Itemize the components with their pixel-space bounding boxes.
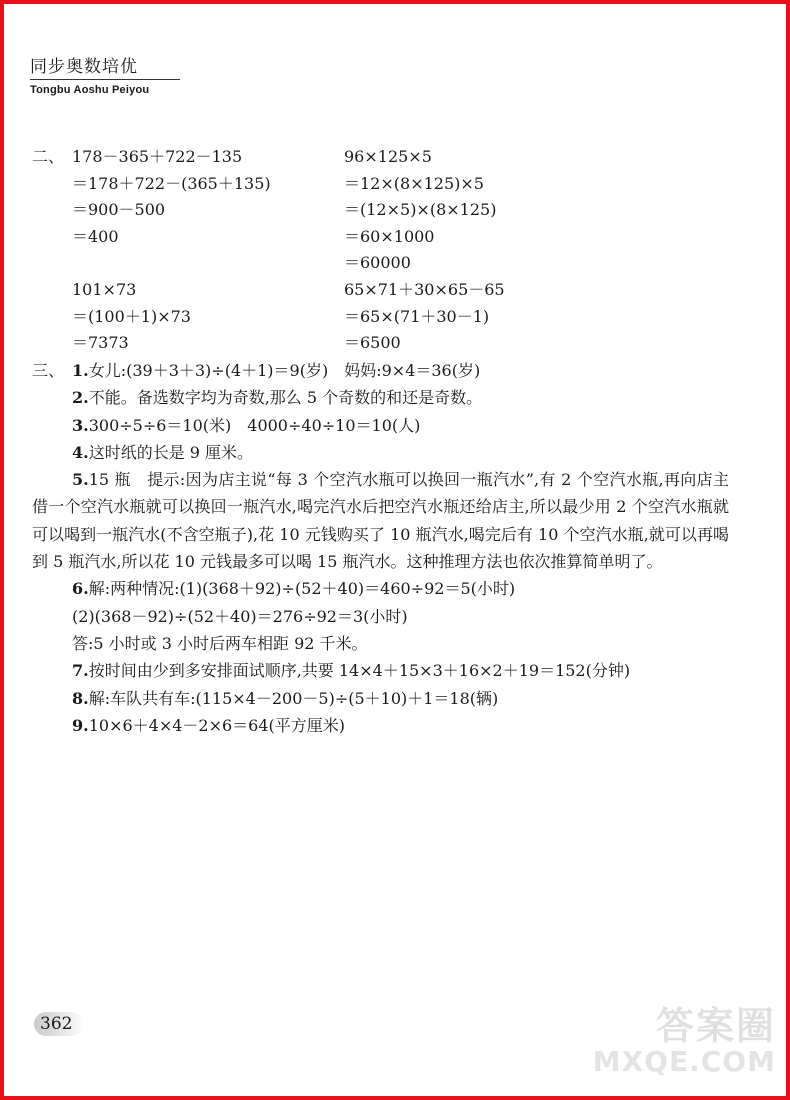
calc-line	[32, 171, 342, 198]
calc-line	[32, 224, 342, 251]
answer-number: 5.	[72, 470, 89, 490]
calc-text: ＝(100＋1)×73	[72, 306, 191, 326]
calc-line	[32, 330, 342, 357]
answer-5	[32, 466, 729, 575]
header-title-en: Tongbu Aoshu Peiyou	[30, 84, 150, 96]
watermark-top-text: 答案圈	[655, 1004, 776, 1048]
answer-4	[32, 439, 767, 466]
answer-1	[32, 357, 767, 384]
calc-text: ＝(12×5)×(8×125)	[344, 200, 497, 220]
calc-text: 101×73	[72, 279, 137, 299]
answer-number: 4.	[72, 442, 89, 462]
answer-6-line-3	[32, 630, 767, 657]
answer-text: 解:两种情况:(1)(368＋92)÷(52＋40)＝460÷92＝5(小时)	[88, 579, 516, 599]
answer-8	[32, 685, 767, 712]
answer-text: 解:车队共有车:(115×4－200－5)÷(5＋10)＋1＝18(辆)	[88, 688, 499, 708]
calc-line	[344, 304, 744, 331]
answer-text: 女儿:(39＋3＋3)÷(4＋1)＝9(岁) 妈妈:9×4＝36(岁)	[88, 361, 481, 380]
answer-9	[32, 712, 767, 739]
section-three	[32, 357, 767, 739]
page-number: 362	[34, 1012, 84, 1036]
watermark-logo	[586, 1006, 776, 1086]
calc-text: ＝12×(8×125)×5	[344, 173, 484, 193]
calc-text: 178－365＋722－135	[72, 147, 243, 166]
calc-line	[344, 197, 744, 224]
calc-line	[344, 330, 744, 357]
calc-text: ＝65×(71＋30－1)	[344, 306, 490, 326]
answer-number: 1.	[72, 361, 89, 380]
answer-3	[32, 412, 767, 439]
watermark-bottom-text: MXQE.COM	[592, 1045, 776, 1078]
calc-line	[344, 277, 744, 304]
answer-number: 2.	[72, 388, 89, 408]
answer-text: 这时纸的长是 9 厘米。	[88, 442, 254, 462]
section-two	[32, 144, 767, 357]
calc-text: ＝400	[72, 226, 119, 246]
answer-content	[32, 144, 767, 739]
calc-text: 65×71＋30×65－65	[344, 279, 505, 299]
header-rule	[30, 79, 180, 80]
answer-text: 15 瓶 提示:因为店主说“每 3 个空汽水瓶可以换回一瓶汽水”,有 2 个空汽水瓶,再向店主借一个空汽水瓶就可以换回一瓶汽水,喝完汽水后把空汽水瓶还给店主,所以最少用 2 个空汽水瓶就可以喝到一瓶汽水(不含空瓶子),花 10 元钱购买了 10 瓶汽水,喝完后有 10 个空汽水瓶,就可以再喝到 5 瓶汽水,所以花 10 元钱最多可以喝 15 瓶汽水。这种推理方法也依次推算简单明了。	[32, 470, 729, 572]
calc-text: ＝900－500	[72, 200, 166, 220]
calc-line	[344, 224, 744, 251]
section-two-left-column	[32, 144, 342, 357]
calc-text: ＝178＋722－(365＋135)	[72, 173, 271, 193]
answer-text: (2)(368－92)÷(52＋40)＝276÷92＝3(小时)	[72, 606, 408, 626]
answer-text: 10×6＋4×4－2×6＝64(平方厘米)	[88, 715, 346, 735]
answer-7	[32, 657, 729, 684]
answer-number: 7.	[72, 661, 89, 681]
answer-text: 不能。备选数字均为奇数,那么 5 个奇数的和还是奇数。	[88, 388, 483, 408]
answer-number: 3.	[72, 415, 89, 435]
calc-text: ＝60000	[344, 253, 411, 273]
answer-number: 6.	[72, 579, 89, 599]
calc-line	[32, 277, 342, 304]
answer-number: 8.	[72, 688, 89, 708]
answer-text: 答:5 小时或 3 小时后两车相距 92 千米。	[72, 633, 368, 653]
calc-line	[32, 304, 342, 331]
answer-text: 按时间由少到多安排面试顺序,共要 14×4＋15×3＋16×2＋19＝152(分钟)	[88, 661, 631, 681]
calc-text: ＝7373	[72, 333, 129, 353]
calc-line	[32, 144, 342, 171]
answer-text: 300÷5÷6＝10(米) 4000÷40÷10＝10(人)	[88, 415, 421, 435]
answer-6-line-2	[32, 603, 767, 630]
answer-6-line-1	[32, 575, 767, 602]
calc-line	[344, 250, 744, 277]
calc-text: ＝6500	[344, 333, 401, 353]
calc-line	[344, 144, 744, 171]
running-header	[30, 56, 190, 96]
calc-text: ＝60×1000	[344, 226, 435, 246]
section-three-label: 三、	[32, 361, 65, 380]
section-two-right-column	[344, 144, 744, 357]
calc-line	[32, 197, 342, 224]
section-two-label: 二、	[32, 147, 65, 166]
answer-2	[32, 384, 767, 411]
calc-text: 96×125×5	[344, 147, 432, 166]
calc-line	[344, 171, 744, 198]
header-title-cn: 同步奥数培优	[30, 57, 138, 77]
answer-number: 9.	[72, 715, 89, 735]
